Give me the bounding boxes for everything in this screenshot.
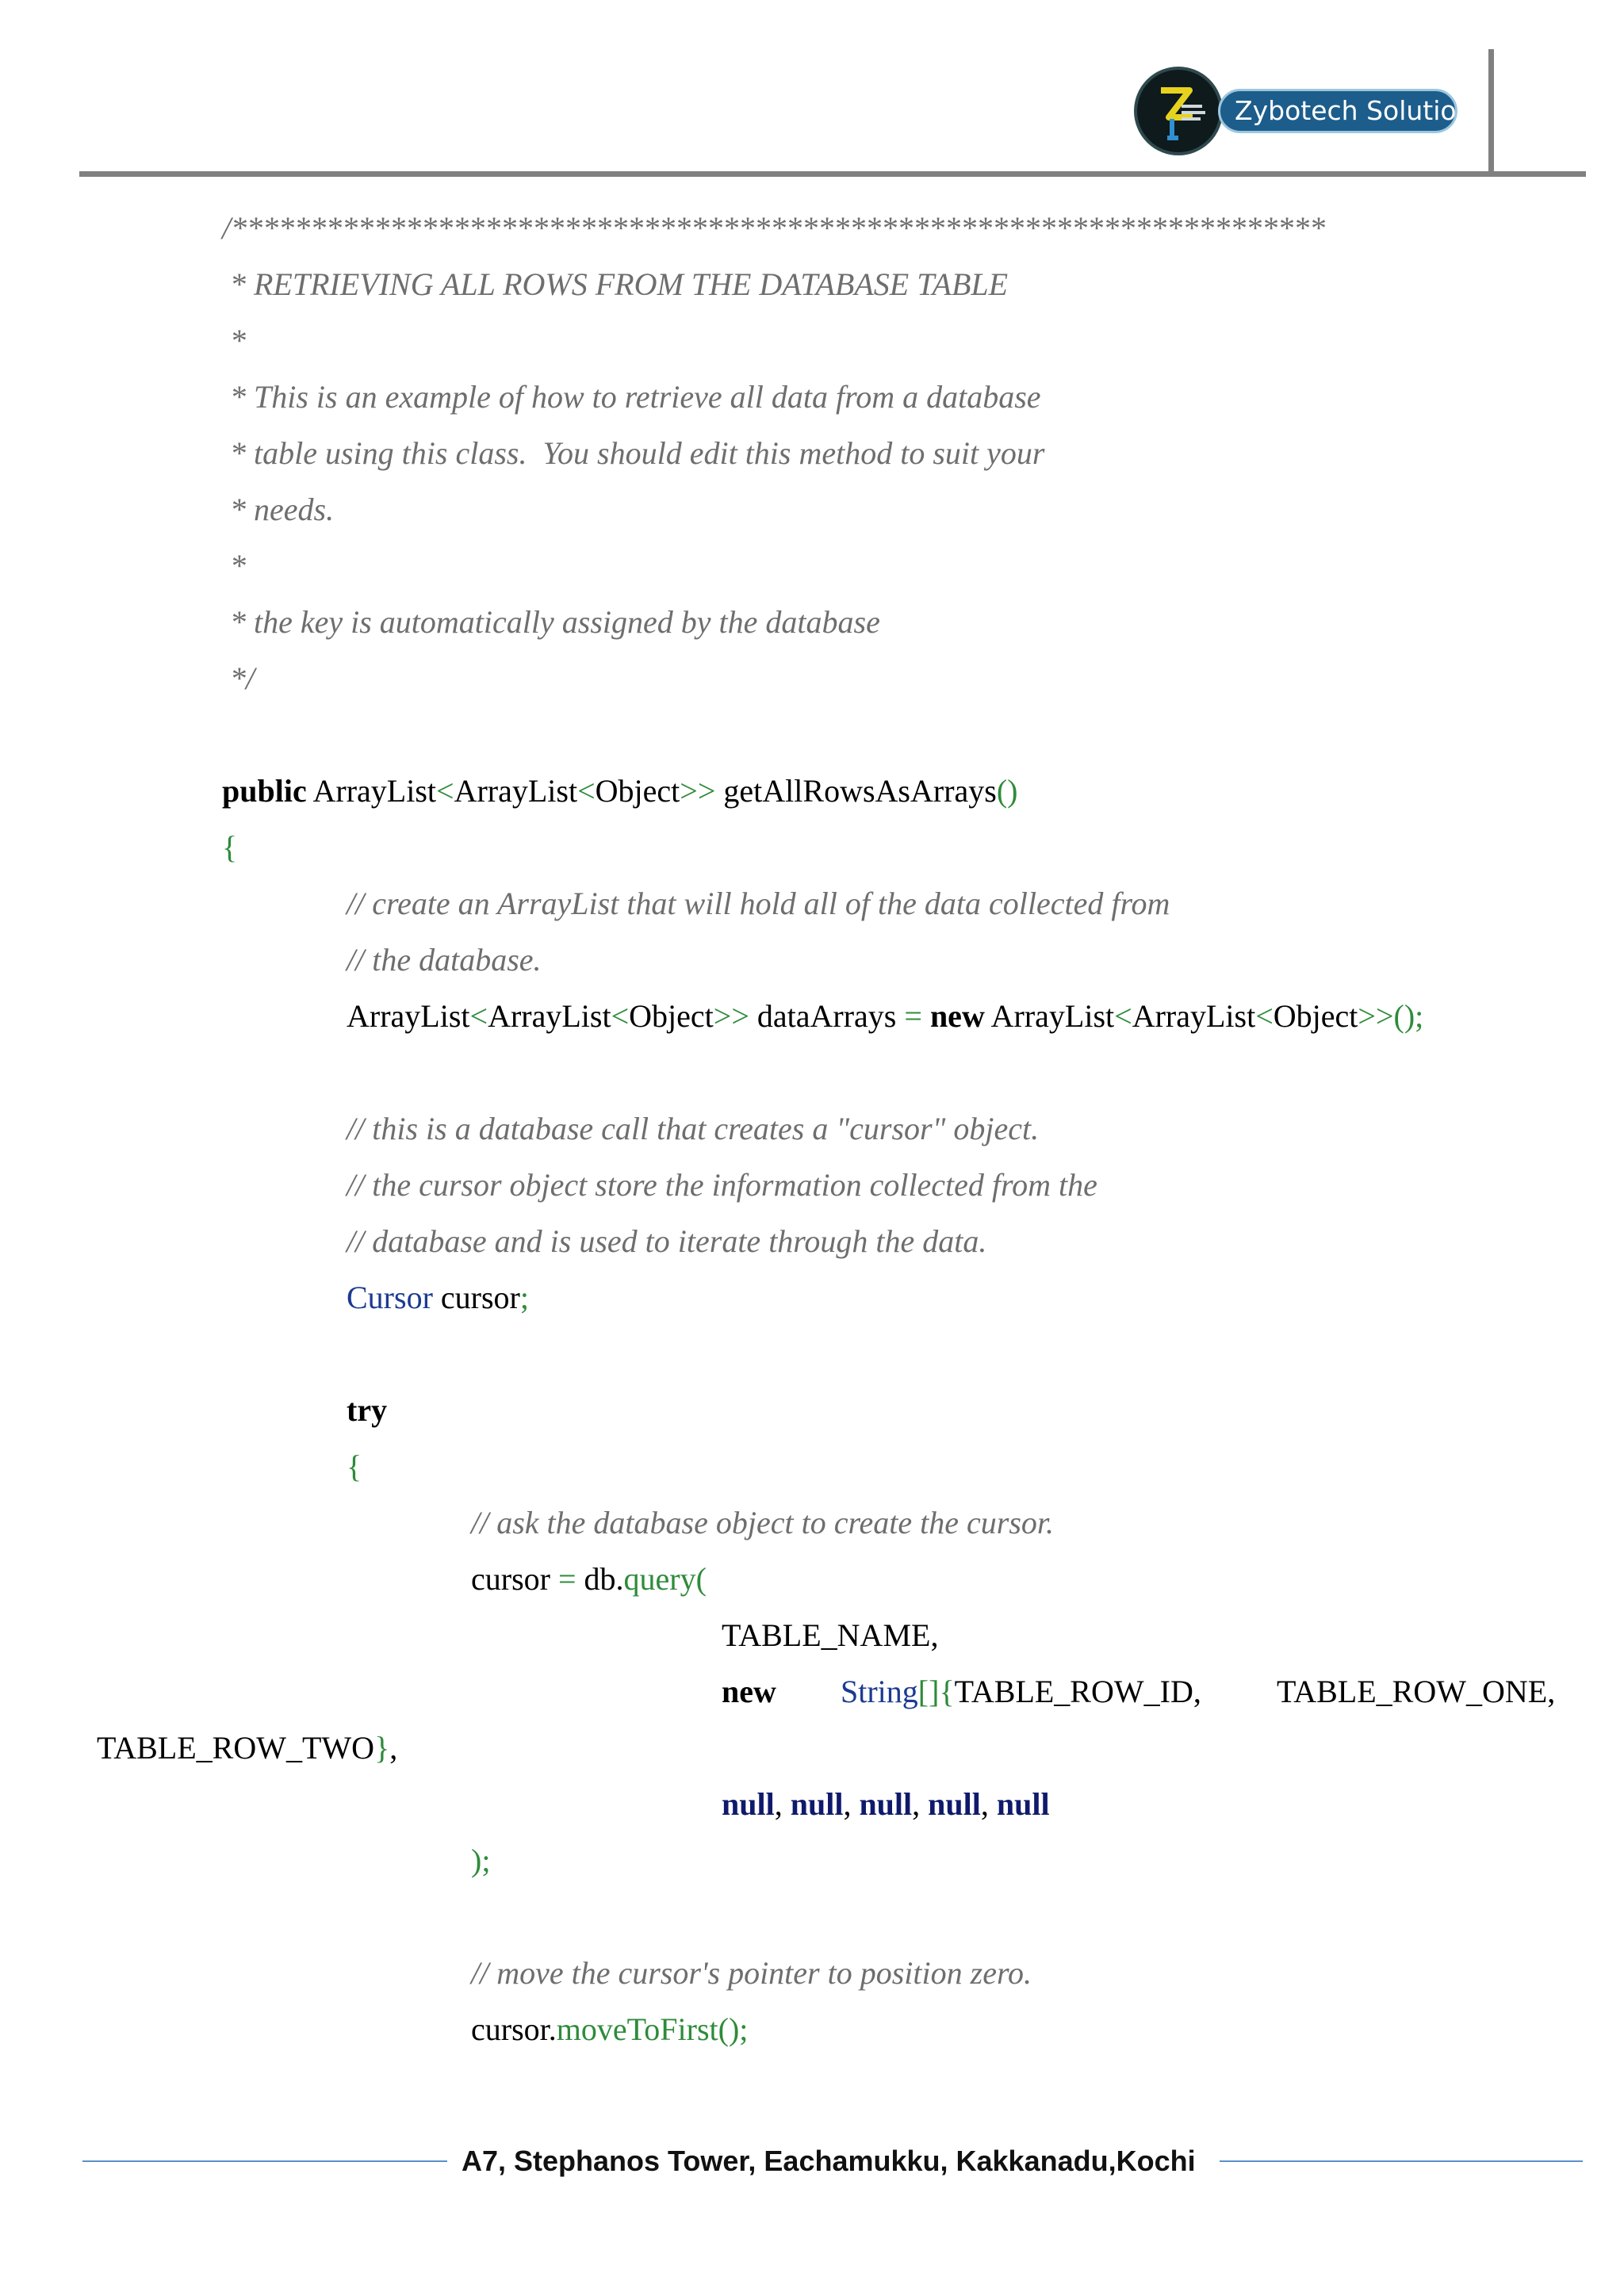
code-line-columns (722, 1673, 1570, 1711)
type-string: String (841, 1674, 918, 1709)
variable-cursor: cursor. (471, 2011, 557, 2047)
assign-operator: = (557, 1561, 576, 1597)
type-arraylist-inner: ArrayList (454, 773, 578, 809)
variable-data-arrays: dataArrays (749, 998, 905, 1034)
comma: , (912, 1786, 929, 1822)
code-line-nulls (722, 1785, 1050, 1823)
keyword-public: public (222, 773, 307, 809)
array-brackets: []{ (917, 1674, 955, 1709)
column-row-id: TABLE_ROW_ID, (954, 1674, 1201, 1709)
null-2: null (790, 1786, 844, 1822)
code-line-try: try (347, 1392, 388, 1428)
code-line-close-paren: ); (471, 1843, 491, 1878)
angle-open-new-inner: < (1255, 998, 1274, 1034)
code-line-comment-cursor-call: // this is a database call that creates a "cursor" object. (347, 1111, 1040, 1146)
code-line-1: /********************************************************************* (222, 210, 1326, 246)
code-line-data-arrays (347, 997, 1423, 1035)
code-line-table-name: TABLE_NAME, (722, 1617, 939, 1653)
type-arraylist-new: ArrayList (984, 998, 1115, 1034)
code-line-4: * This is an example of how to retrieve all data from a database (222, 379, 1041, 415)
code-line-open-brace: { (222, 829, 238, 865)
footer-address: A7, Stephanos Tower, Eachamukku, Kakkanadu,Kochi (462, 2145, 1196, 2177)
type-object: Object (595, 773, 680, 809)
code-line-method-signature (222, 772, 1017, 810)
code-line-5: * table using this class. You should edit this method to suit your (222, 435, 1045, 471)
code-line-3: * (222, 323, 246, 358)
angle-close: >> (680, 773, 716, 809)
code-line-try-brace: { (347, 1448, 362, 1484)
code-line-8: * the key is automatically assigned by the database (222, 604, 880, 640)
brand-name: Zybotech Solutions (1218, 89, 1457, 133)
type-arraylist-new-inner: ArrayList (1132, 998, 1256, 1034)
company-logo (1134, 67, 1487, 155)
variable-cursor: cursor (432, 1280, 520, 1315)
column-row-one: TABLE_ROW_ONE, (1277, 1674, 1556, 1709)
method-name: getAllRowsAsArrays (715, 773, 997, 809)
comma: , (843, 1786, 860, 1822)
type-cursor: Cursor (347, 1280, 433, 1315)
code-line-9: */ (222, 660, 255, 696)
code-line-query-call (471, 1560, 707, 1598)
code-line-comment-database: // the database. (347, 942, 542, 978)
angle-open-new: < (1114, 998, 1132, 1034)
code-line-move-to-first (471, 2011, 748, 2049)
comma: , (774, 1786, 791, 1822)
code-line-comment-iterate: // database and is used to iterate through the data. (347, 1223, 987, 1259)
variable-cursor: cursor (471, 1561, 558, 1597)
header-rule (79, 171, 1586, 177)
keyword-new: new (722, 1674, 776, 1709)
angle-open-inner: < (577, 773, 596, 809)
code-line-comment-move: // move the cursor's pointer to position zero. (471, 1955, 1032, 1991)
null-4: null (928, 1786, 981, 1822)
column-row-two: TABLE_ROW_TWO (97, 1730, 375, 1766)
footer-rule-right (1220, 2160, 1583, 2162)
assign-operator: = (904, 998, 922, 1034)
code-line-columns-wrap (97, 1729, 397, 1767)
code-line-comment-create: // create an ArrayList that will hold all of the data collected from (347, 886, 1170, 921)
semicolon: ; (519, 1280, 529, 1315)
code-line-7: * (222, 548, 246, 584)
type-arraylist: ArrayList (306, 773, 437, 809)
angle-open-inner: < (611, 998, 630, 1034)
type-arraylist-inner: ArrayList (488, 998, 611, 1034)
db-object: db. (576, 1561, 624, 1597)
array-close-brace: } (374, 1730, 390, 1766)
null-1: null (722, 1786, 775, 1822)
code-line-comment-ask: // ask the database object to create the cursor. (471, 1505, 1055, 1540)
constructor-end: >>(); (1358, 998, 1424, 1034)
code-line-2: * RETRIEVING ALL ROWS FROM THE DATABASE TABLE (222, 266, 1009, 302)
method-parens: () (996, 773, 1018, 809)
type-object: Object (629, 998, 714, 1034)
footer-rule-left (82, 2160, 447, 2162)
keyword-new: new (921, 998, 985, 1034)
logo-emblem-icon (1134, 67, 1223, 155)
null-3: null (859, 1786, 913, 1822)
comma: , (389, 1730, 398, 1766)
method-move-to-first: moveToFirst(); (556, 2011, 749, 2047)
type-object-new: Object (1273, 998, 1358, 1034)
angle-open: < (469, 998, 488, 1034)
type-arraylist: ArrayList (347, 998, 470, 1034)
code-line-cursor-decl (347, 1279, 529, 1317)
method-query: query( (623, 1561, 707, 1597)
null-5: null (996, 1786, 1050, 1822)
angle-open: < (436, 773, 454, 809)
header-vertical-rule (1488, 49, 1494, 177)
code-line-comment-cursor-store: // the cursor object store the information collected from the (347, 1167, 1097, 1203)
angle-close: >> (713, 998, 749, 1034)
code-line-6: * needs. (222, 492, 335, 527)
comma: , (980, 1786, 997, 1822)
